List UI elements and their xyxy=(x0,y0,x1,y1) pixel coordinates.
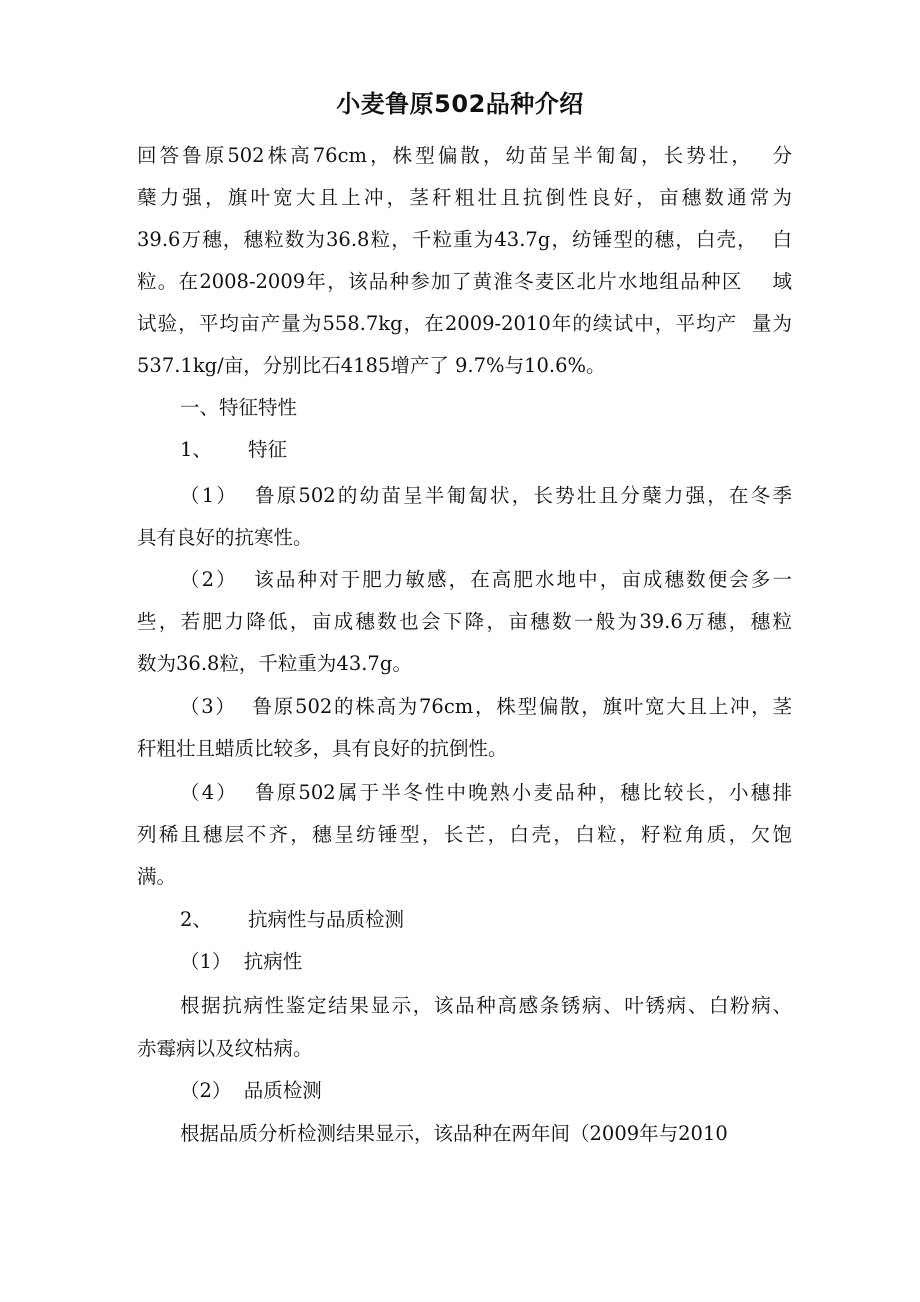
subsection-number: 2、 xyxy=(180,908,212,931)
intro-line: 蘖力强，旗叶宽大且上冲，茎秆粗壮且抗倒性良好，亩穗数通常为 xyxy=(137,186,792,209)
list-item: （1） 鲁原502的幼苗呈半匍匐状，长势壮且分蘖力强，在冬季 xyxy=(180,484,792,507)
subsection-title: 特征 xyxy=(248,438,288,461)
subsection-heading: （2） 品质检测 xyxy=(180,1079,322,1102)
paragraph-line: 赤霉病以及纹枯病。 xyxy=(137,1037,313,1060)
subsection-heading: （1） 抗病性 xyxy=(180,950,303,973)
paragraph-line: 根据抗病性鉴定结果显示，该品种高感条锈病、叶锈病、白粉病、 xyxy=(180,994,792,1017)
list-item: （3） 鲁原502的株高为76cm，株型偏散，旗叶宽大且上冲，茎 xyxy=(180,695,792,718)
list-item: 些，若肥力降低，亩成穗数也会下降，亩穗数一般为39.6万穗，穗粒 xyxy=(137,610,792,633)
paragraph-line: 根据品质分析检测结果显示，该品种在两年间（2009年与2010 xyxy=(180,1122,728,1145)
list-item: 列稀且穗层不齐，穗呈纺锤型，长芒，白壳，白粒，籽粒角质，欠饱 xyxy=(137,823,792,846)
list-item: 数为36.8粒，千粒重为43.7g。 xyxy=(137,652,412,675)
intro-line: 39.6万穗，穗粒数为36.8粒，千粒重为43.7g，纺锤型的穗，白壳， 白 xyxy=(137,228,792,251)
intro-line: 粒。在2008-2009年，该品种参加了黄淮冬麦区北片水地组品种区 域 xyxy=(137,270,792,293)
subsection-number: 1、 xyxy=(180,438,212,461)
page-title: 小麦鲁原502品种介绍 xyxy=(336,90,584,118)
intro-line: 试验，平均亩产量为558.7kg，在2009-2010年的续试中，平均产 量为 xyxy=(137,312,792,335)
list-item: 秆粗壮且蜡质比较多，具有良好的抗倒性。 xyxy=(137,737,508,760)
section-heading: 一、特征特性 xyxy=(180,396,298,419)
list-item: 满。 xyxy=(137,865,177,888)
list-item: 具有良好的抗寒性。 xyxy=(137,526,313,549)
list-item: （2） 该品种对于肥力敏感，在高肥水地中，亩成穗数便会多一 xyxy=(180,568,792,591)
intro-line: 537.1kg/亩，分别比石4185增产了 9.7%与10.6%。 xyxy=(137,354,606,377)
intro-line: 回答鲁原502株高76cm，株型偏散，幼苗呈半匍匐，长势壮， 分 xyxy=(137,144,792,167)
list-item: （4） 鲁原502属于半冬性中晚熟小麦品种，穗比较长，小穗排 xyxy=(180,781,792,804)
subsection-title: 抗病性与品质检测 xyxy=(248,908,405,931)
